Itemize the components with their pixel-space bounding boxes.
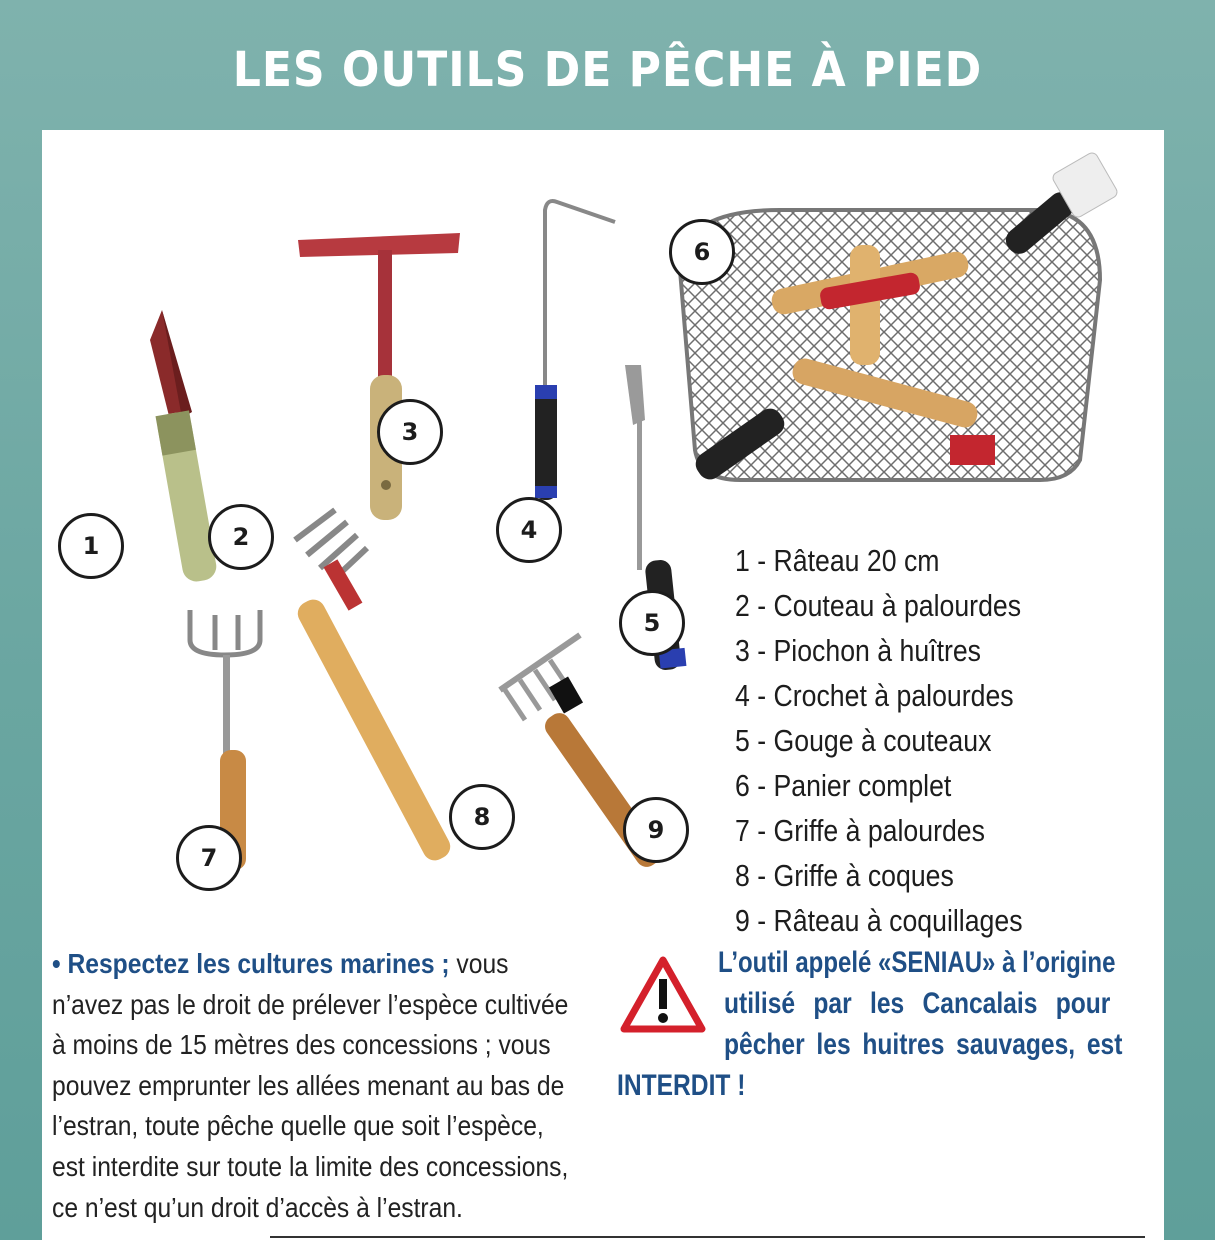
page-title: LES OUTILS DE PÊCHE À PIED: [232, 42, 983, 98]
warning-line: L’outil appelé «SENIAU» à l’origine: [718, 946, 1116, 979]
oyster-pick-illustration: [290, 225, 470, 525]
number-badge-6: 6: [669, 219, 735, 285]
clam-hook-illustration: [495, 190, 625, 510]
advice-line: n’avez pas le droit de prélever l’espèce cultivée: [52, 988, 569, 1020]
advice-line: pouvez emprunter les allées menant au bas de: [52, 1069, 565, 1101]
legend-item: 2 - Couteau à palourdes: [735, 588, 1022, 623]
legend-item: 5 - Gouge à couteaux: [735, 723, 992, 758]
number-badge-3: 3: [377, 399, 443, 465]
advice-line: à moins de 15 mètres des concessions ; vous: [52, 1029, 551, 1061]
number-badge-8: 8: [449, 784, 515, 850]
legend-item: 3 - Piochon à huîtres: [735, 633, 982, 668]
legend-item: 6 - Panier complet: [735, 768, 952, 803]
warning-line: utilisé par les Cancalais pour: [724, 987, 1111, 1020]
advice-bullet: •: [52, 948, 61, 979]
tool-legend: [735, 538, 1069, 943]
advice-line: ce n’est qu’un droit d’accès à l’estran.: [52, 1191, 463, 1223]
basket-illustration: [660, 150, 1130, 510]
advice-highlight: Respectez les cultures marines ;: [67, 948, 450, 979]
legend-item: 7 - Griffe à palourdes: [735, 813, 985, 848]
legend-item: 1 - Râteau 20 cm: [735, 543, 940, 578]
number-badge-9: 9: [623, 797, 689, 863]
warning-icon: [620, 955, 706, 1035]
advice-line: est interdite sur toute la limite des concessions,: [52, 1150, 569, 1182]
legend-item: 8 - Griffe à coques: [735, 858, 954, 893]
advice-line: vous: [456, 948, 509, 979]
number-badge-4: 4: [496, 497, 562, 563]
warning-line: INTERDIT !: [617, 1069, 746, 1102]
advice-line: l’estran, toute pêche quelle que soit l’espèce,: [52, 1110, 544, 1142]
number-badge-7: 7: [176, 825, 242, 891]
legend-item: 4 - Crochet à palourdes: [735, 678, 1014, 713]
advice-paragraph: [52, 944, 582, 1228]
warning-line: pêcher les huitres sauvages, est: [724, 1028, 1123, 1061]
number-badge-5: 5: [619, 590, 685, 656]
number-badge-1: 1: [58, 513, 124, 579]
legend-item: 9 - Râteau à coquillages: [735, 903, 1023, 938]
divider: [270, 1236, 1145, 1238]
number-badge-2: 2: [208, 504, 274, 570]
